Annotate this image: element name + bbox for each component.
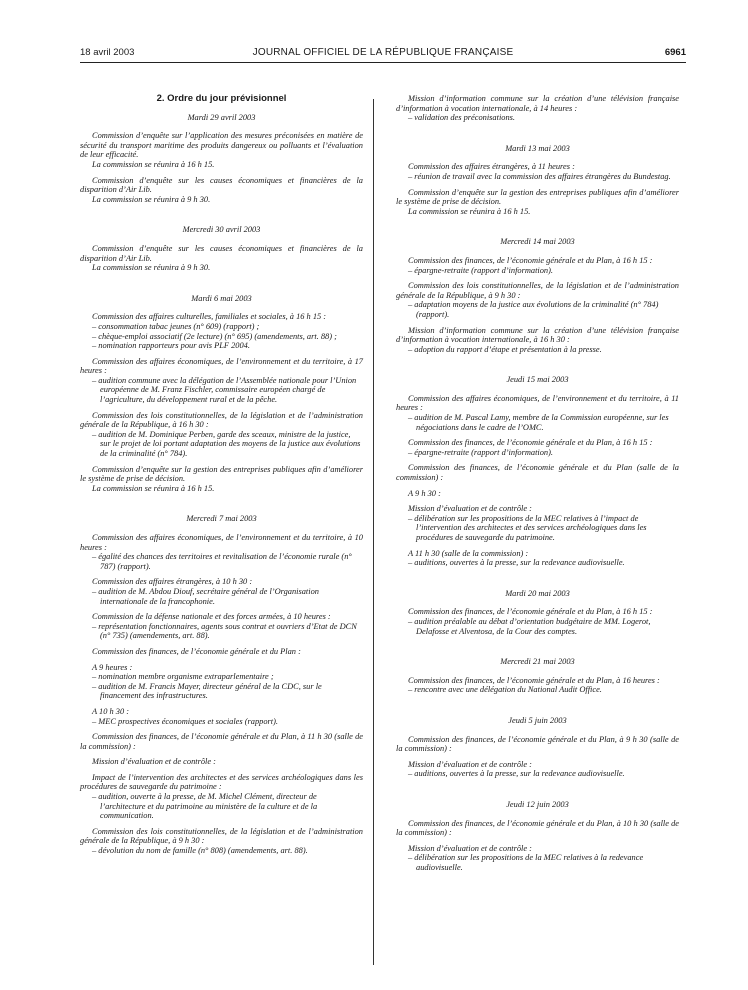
spacer [396, 360, 679, 375]
date-heading: Mercredi 14 mai 2003 [500, 237, 575, 247]
agenda-subheading: A 9 heures : [92, 662, 133, 672]
agenda-item [80, 357, 363, 405]
agenda-text: Commission des affaires étrangères, à 10 h 30 : [92, 577, 253, 587]
agenda-bullet: – audition, ouverte à la presse, de M. Michel Clément, directeur de l’architecture et du patrimoine au ministère de la culture et de la communication. [80, 792, 363, 821]
agenda-item [80, 244, 363, 273]
agenda-bullet: – audition commune avec la délégation de l’Assemblée nationale pour l’Union européenne de M. Franz Fischler, commissaire européen chargé de l’agriculture, du développement rural et de la pêche. [80, 376, 363, 405]
agenda-item [80, 131, 363, 169]
date-heading: Mercredi 30 avril 2003 [182, 225, 261, 235]
agenda-bullet: – délibération sur les propositions de la MEC relatives à la redevance audiovisuelle. [396, 853, 679, 872]
agenda-subheading: Mission d’évaluation et de contrôle : [408, 843, 532, 853]
agenda-item [80, 707, 363, 726]
date-heading: Jeudi 15 mai 2003 [506, 375, 569, 385]
agenda-bullet: – auditions, ouvertes à la presse, sur la redevance audiovisuelle. [396, 558, 679, 568]
agenda-text: Mission d’information commune sur la création d’une télévision française d’information à vocation internationale, à 14 heures : [396, 94, 679, 113]
right-column [396, 94, 679, 878]
agenda-bullet: – audition de M. Dominique Perben, garde des sceaux, ministre de la justice, sur le projet de loi portant adaptation des moyens de la justice aux évolutions de la criminalité (n° 784). [80, 430, 363, 459]
spacer [396, 574, 679, 589]
agenda-item [80, 732, 363, 751]
agenda-bullet: – dévolution du nom de famille (n° 808) (amendements, art. 88). [80, 846, 363, 856]
spacer [396, 785, 679, 800]
agenda-text: Commission d’enquête sur la gestion des entreprises publiques afin d’améliorer le système de prise de décision. [396, 187, 679, 207]
spacer [396, 129, 679, 144]
agenda-item [80, 533, 363, 571]
meeting-note: La commission se réunira à 9 h 30. [92, 194, 211, 204]
agenda-bullet: – chèque-emploi associatif (2e lecture) (n° 695) (amendements, art. 88) ; [80, 332, 363, 342]
date-heading: Mercredi 7 mai 2003 [186, 514, 257, 524]
page-number: 6961 [664, 47, 686, 58]
agenda-text: Impact de l’intervention des architectes et des services archéologiques dans les procédures de sauvegarde du patrimoine : [80, 772, 363, 792]
agenda-text: Commission des affaires culturelles, familiales et sociales, à 16 h 15 : [92, 312, 327, 322]
agenda-text: Commission des lois constitutionnelles, de la législation et de l’administration générale de la République, à 9 h 30 : [396, 281, 679, 300]
agenda-item [80, 411, 363, 459]
agenda-text: Commission des lois constitutionnelles, de la législation et de l’administration générale de la République, à 9 h 30 : [80, 826, 363, 846]
agenda-item [396, 844, 679, 873]
agenda-text: Commission des finances, de l’économie générale et du Plan : [92, 646, 301, 656]
agenda-bullet: – consommation tabac jeunes (n° 609) (rapport) ; [80, 322, 363, 332]
agenda-bullet: – réunion de travail avec la commission des affaires étrangères du Bundestag. [396, 172, 679, 182]
meeting-note: La commission se réunira à 9 h 30. [92, 263, 211, 273]
agenda-bullet: – rencontre avec une délégation du National Audit Office. [396, 685, 679, 695]
agenda-bullet: – audition de M. Pascal Lamy, membre de la Commission européenne, sur les négociations dans le cadre de l’OMC. [396, 413, 679, 432]
agenda-item [80, 647, 363, 657]
agenda-text: Commission d’enquête sur l’application des mesures préconisées en matière de sécurité du transport maritime des produits dangereux ou polluants et l’évaluation de leur efficacité. [80, 131, 363, 160]
agenda-bullet: – audition de M. Francis Mayer, directeur général de la CDC, sur le financement des infrastructures. [80, 682, 363, 701]
agenda-item [80, 612, 363, 641]
agenda-text: Commission d’enquête sur la gestion des entreprises publiques afin d’améliorer le système de prise de décision. [80, 464, 363, 484]
date-heading: Jeudi 5 juin 2003 [508, 715, 567, 725]
agenda-subheading: Mission d’évaluation et de contrôle : [92, 757, 216, 767]
agenda-subheading: A 9 h 30 : [408, 488, 441, 498]
meeting-note: La commission se réunira à 16 h 15. [408, 206, 531, 216]
date-heading: Jeudi 12 juin 2003 [506, 799, 569, 809]
journal-title: JOURNAL OFFICIEL DE LA RÉPUBLIQUE FRANÇAISE [252, 47, 514, 58]
agenda-text: Commission des finances, de l’économie générale et du Plan, à 11 h 30 (salle de la commission) : [80, 732, 363, 751]
agenda-bullet: – auditions, ouvertes à la presse, sur la redevance audiovisuelle. [396, 769, 679, 779]
agenda-bullet: – épargne-retraite (rapport d’information). [396, 448, 679, 458]
header-date: 18 avril 2003 [80, 47, 135, 58]
agenda-item [396, 549, 679, 568]
agenda-item [396, 676, 679, 695]
left-column [80, 94, 363, 862]
agenda-text: Commission des affaires économiques, de l’environnement et du territoire, à 10 heures : [80, 533, 363, 552]
agenda-text: Commission des affaires économiques, de l’environnement et du territoire, à 17 heures : [80, 356, 363, 376]
agenda-item [396, 394, 679, 432]
agenda-text: Commission des finances, de l’économie générale et du Plan, à 9 h 30 (salle de la commission) : [396, 734, 679, 754]
date-heading: Mardi 20 mai 2003 [505, 588, 570, 598]
agenda-item [396, 281, 679, 319]
spacer [396, 642, 679, 657]
column-divider [373, 99, 374, 965]
agenda-bullet: – nomination membre organisme extraparlementaire ; [80, 672, 363, 682]
agenda-text: Commission des finances, de l’économie générale et du Plan, à 16 h 15 : [408, 255, 653, 265]
agenda-text: Commission des finances, de l’économie générale et du Plan, à 16 heures : [408, 675, 660, 685]
agenda-text: Commission des affaires économiques, de l’environnement et du territoire, à 11 heures : [396, 393, 679, 413]
agenda-subheading: A 10 h 30 : [92, 706, 130, 716]
agenda-subheading: Mission d’évaluation et de contrôle : [408, 759, 532, 769]
agenda-text: Mission d’information commune sur la création d’une télévision française d’information à vocation internationale, à 16 h 30 : [396, 325, 679, 345]
agenda-text: Commission des finances, de l’économie générale et du Plan, à 10 h 30 (salle de la commission) : [396, 818, 679, 838]
agenda-item [80, 465, 363, 494]
agenda-bullet: – délibération sur les propositions de la MEC relatives à l’impact de l’intervention des architectes et des services archéologiques dans les procédures de sauvegarde du patrimoine. [396, 514, 679, 543]
agenda-bullet: – nomination rapporteurs pour avis PLF 2004. [80, 341, 363, 351]
agenda-text: Commission des affaires étrangères, à 11 heures : [408, 162, 575, 172]
header-rule [80, 62, 686, 63]
agenda-text: Commission d’enquête sur les causes économiques et financières de la disparition d’Air Lib. [80, 175, 363, 195]
agenda-bullet: – audition préalable au débat d’orientation budgétaire de MM. Logerot, Delafosse et Alventosa, de la Cour des comptes. [396, 617, 679, 636]
agenda-item [396, 504, 679, 542]
agenda-item [396, 256, 679, 275]
agenda-item [80, 176, 363, 205]
agenda-item [396, 489, 679, 499]
agenda-item [396, 326, 679, 355]
agenda-bullet: – audition de M. Abdou Diouf, secrétaire général de l’Organisation internationale de la francophonie. [80, 587, 363, 606]
agenda-text: Commission des finances, de l’économie générale et du Plan, à 16 h 15 : [408, 607, 653, 617]
spacer [396, 222, 679, 237]
meeting-note: La commission se réunira à 16 h 15. [92, 159, 215, 169]
agenda-bullet: – adaptation moyens de la justice aux évolutions de la criminalité (n° 784) (rapport). [396, 300, 679, 319]
agenda-item [80, 577, 363, 606]
spacer [80, 499, 363, 514]
agenda-item [396, 735, 679, 754]
date-heading: Mardi 13 mai 2003 [505, 143, 570, 153]
agenda-bullet: – représentation fonctionnaires, agents sous contrat et ouvriers d’Etat de DCN (n° 735) (amendements, art. 88). [80, 622, 363, 641]
spacer [80, 279, 363, 294]
agenda-text: Commission des lois constitutionnelles, de la législation et de l’administration générale de la République, à 16 h 30 : [80, 410, 363, 430]
page-header [80, 47, 686, 63]
agenda-item [396, 94, 679, 123]
agenda-item [80, 312, 363, 350]
agenda-subheading: A 11 h 30 (salle de la commission) : [408, 548, 529, 558]
agenda-bullet: – adoption du rapport d’étape et présentation à la presse. [396, 345, 679, 355]
section-title: 2. Ordre du jour prévisionnel [156, 93, 287, 104]
agenda-item [396, 438, 679, 457]
agenda-item [80, 827, 363, 856]
agenda-text: Commission d’enquête sur les causes économiques et financières de la disparition d’Air Lib. [80, 243, 363, 263]
agenda-item [396, 760, 679, 779]
agenda-item [80, 757, 363, 767]
agenda-text: Commission des finances, de l’économie générale et du Plan (salle de la commission) : [396, 463, 679, 483]
date-heading: Mardi 29 avril 2003 [187, 112, 256, 122]
agenda-item [396, 463, 679, 482]
agenda-item [80, 663, 363, 701]
agenda-bullet: – validation des préconisations. [396, 113, 679, 123]
agenda-bullet: – MEC prospectives économiques et sociales (rapport). [80, 717, 363, 727]
agenda-item [396, 607, 679, 636]
spacer [80, 210, 363, 225]
agenda-item [396, 819, 679, 838]
agenda-item [80, 773, 363, 821]
agenda-item [396, 162, 679, 181]
agenda-subheading: Mission d’évaluation et de contrôle : [408, 504, 532, 514]
date-heading: Mercredi 21 mai 2003 [500, 657, 575, 667]
agenda-item [396, 188, 679, 217]
agenda-text: Commission de la défense nationale et des forces armées, à 10 heures : [92, 612, 331, 622]
meeting-note: La commission se réunira à 16 h 15. [92, 483, 215, 493]
spacer [396, 701, 679, 716]
agenda-bullet: – épargne-retraite (rapport d’information). [396, 266, 679, 276]
date-heading: Mardi 6 mai 2003 [191, 293, 252, 303]
agenda-bullet: – égalité des chances des territoires et revitalisation de l’économie rurale (n° 787) (rapport). [80, 552, 363, 571]
agenda-text: Commission des finances, de l’économie générale et du Plan, à 16 h 15 : [408, 438, 653, 448]
